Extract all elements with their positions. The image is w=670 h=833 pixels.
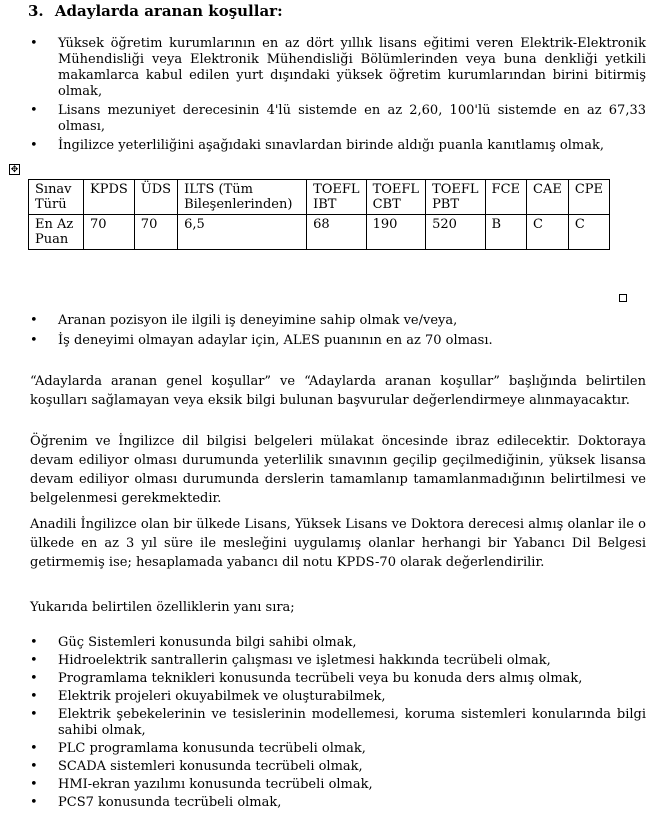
list-item: • PLC programlama konusunda tecrübeli olmak,: [30, 741, 646, 757]
requirements-list: [30, 36, 646, 157]
list-item: • Elektrik projeleri okuyabilmek ve oluşturabilmek,: [30, 689, 646, 705]
paragraph-documents: Öğrenim ve İngilizce dil bilgisi belgeleri mülakat öncesinde ibraz edilecektir. Doktoraya devam ediliyor olması durumunda yeterlilik sınavının geçilip geçilmediğinin, yüksek lisansa devam ediliyor olması durumunda derslerin tamamlanıp tamamlanmadığının belirtilmesi ve belgelenmesi gerekmektedir.: [30, 434, 646, 506]
list-item: • Programlama teknikleri konusunda tecrübeli veya bu konuda ders almış olmak,: [30, 671, 646, 687]
table-cell: 6,5: [178, 215, 307, 250]
table-row: [29, 215, 610, 250]
table-cell: 68: [307, 215, 366, 250]
list-item: • Aranan pozisyon ile ilgili iş deneyimine sahip olmak ve/veya,: [30, 313, 646, 329]
table-move-handle-icon[interactable]: ✥: [10, 165, 19, 175]
table-header-cell: CAE: [527, 180, 569, 215]
table-header-cell: FCE: [485, 180, 526, 215]
skills-list: [30, 635, 646, 813]
list-item: • SCADA sistemleri konusunda tecrübeli olmak,: [30, 759, 646, 775]
table-header-cell: TOEFL CBT: [366, 180, 425, 215]
list-item: • PCS7 konusunda tecrübeli olmak,: [30, 795, 646, 811]
list-item: • Hidroelektrik santrallerin çalışması ve işletmesi hakkında tecrübeli olmak,: [30, 653, 646, 669]
list-item: • İş deneyimi olmayan adaylar için, ALES puanının en az 70 olması.: [30, 333, 646, 349]
section-number: 3.: [28, 2, 44, 20]
table-header-cell: ÜDS: [134, 180, 177, 215]
table-cell: En Az Puan: [29, 215, 84, 250]
paragraph-general-conditions: “Adaylarda aranan genel koşullar” ve “Adaylarda aranan koşullar” başlığında belirtilen koşulları sağlamayan veya eksik bilgi bulunan başvurular değerlendirmeye alınmayacaktır.: [30, 374, 646, 408]
table-header-cell: Sınav Türü: [29, 180, 84, 215]
list-item: • Lisans mezuniyet derecesinin 4'lü sistemde en az 2,60, 100'lü sistemde en az 67,33 olması,: [30, 103, 646, 135]
table-cell: 70: [84, 215, 135, 250]
table-cell: 190: [366, 215, 425, 250]
table-cell: B: [485, 215, 526, 250]
list-item: • Yüksek öğretim kurumlarının en az dört yıllık lisans eğitimi veren Elektrik-Elektronik Mühendisliği veya Elektronik Mühendisliği Bölümlerinden veya buna denkliği yetkili makamlarca kabul edilen yurt dışındaki yüksek öğretim kurumlarından birini bitirmiş olmak,: [30, 36, 646, 100]
table-header-cell: TOEFL PBT: [426, 180, 485, 215]
experience-list: [30, 313, 646, 353]
paragraph-native-english: Anadili İngilizce olan bir ülkede Lisans, Yüksek Lisans ve Doktora derecesi almış olanlar ile o ülkede en az 3 yıl süre ile mesleğini uygulamış olanlar herhangi bir Yabancı Dil Belgesi getirmemiş ise; hesaplamada yabancı dil notu KPDS-70 olarak değerlendirilir.: [30, 517, 646, 570]
list-item: • İngilizce yeterliliğini aşağıdaki sınavlardan birinde aldığı puanla kanıtlamış olmak,: [30, 138, 646, 154]
table-header-cell: CPE: [568, 180, 609, 215]
table-header-row: [29, 180, 610, 215]
table-resize-handle[interactable]: [619, 294, 627, 302]
table-header-cell: ILTS (Tüm Bileşenlerinden): [178, 180, 307, 215]
exam-score-table: [28, 179, 610, 250]
table-header-cell: KPDS: [84, 180, 135, 215]
section-heading: [28, 2, 283, 20]
table-cell: C: [527, 215, 569, 250]
section-title: Adaylarda aranan koşullar:: [54, 2, 283, 20]
table-cell: 70: [134, 215, 177, 250]
list-item: • Güç Sistemleri konusunda bilgi sahibi olmak,: [30, 635, 646, 651]
table-cell: C: [568, 215, 609, 250]
list-item: • HMI-ekran yazılımı konusunda tecrübeli olmak,: [30, 777, 646, 793]
list-item: • Elektrik şebekelerinin ve tesislerinin modellemesi, koruma sistemleri konularında bilgi sahibi olmak,: [30, 707, 646, 739]
table-cell: 520: [426, 215, 485, 250]
table-header-cell: TOEFL IBT: [307, 180, 366, 215]
paragraph-additional-intro: Yukarıda belirtilen özelliklerin yanı sıra;: [30, 600, 295, 615]
